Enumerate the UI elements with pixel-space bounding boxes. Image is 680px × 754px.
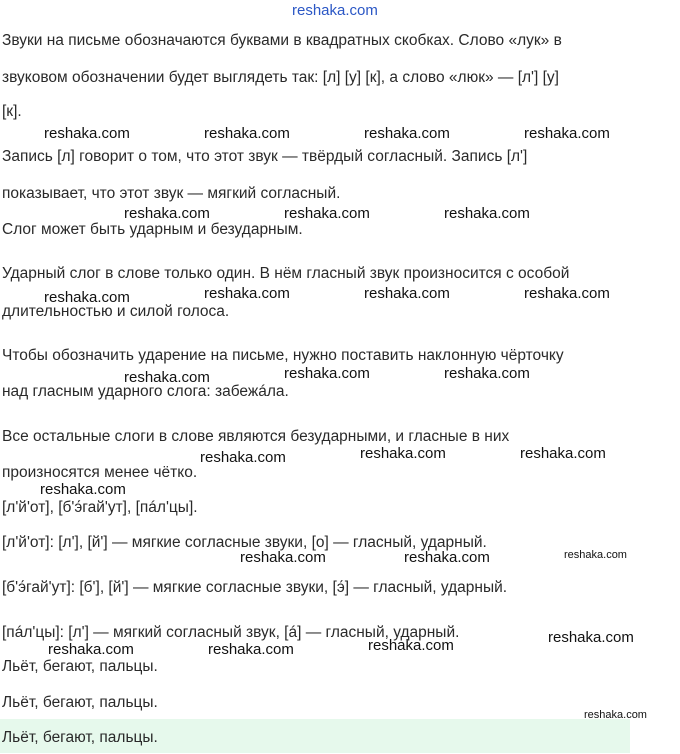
text-line: Ударный слог в слове только один. В нём гласный звук произносится с особой	[2, 265, 570, 282]
watermark: reshaka.com	[48, 641, 134, 658]
text-line: [к].	[2, 103, 22, 120]
watermark: reshaka.com	[40, 481, 126, 498]
watermark: reshaka.com	[284, 365, 370, 382]
watermark: reshaka.com	[368, 637, 454, 654]
watermark: reshaka.com	[240, 549, 326, 566]
watermark: reshaka.com	[364, 125, 450, 142]
text-line: длительностью и силой голоса.	[2, 303, 230, 320]
text-line: звуковом обозначении будет выглядеть так: [л] [у] [к], а слово «люк» — [л'] [у]	[2, 69, 559, 86]
text-line: над гласным ударного слога: забежáла.	[2, 383, 289, 400]
watermark: reshaka.com	[404, 549, 490, 566]
watermark: reshaka.com	[520, 445, 606, 462]
watermark: reshaka.com	[548, 629, 634, 646]
text-line: Чтобы обозначить ударение на письме, нужно поставить наклонную чёрточку	[2, 347, 564, 364]
watermark: reshaka.com	[524, 125, 610, 142]
text-line: показывает, что этот звук — мягкий согласный.	[2, 185, 341, 202]
text-line: Льёт, бегают, пальцы.	[2, 658, 158, 675]
watermark: reshaka.com	[444, 205, 530, 222]
watermark: reshaka.com	[292, 2, 378, 19]
text-line: [пáл'цы]: [л'] — мягкий согласный звук, [á] — гласный, ударный.	[2, 624, 460, 641]
text-line: Звуки на письме обозначаются буквами в квадратных скобках. Слово «лук» в	[2, 32, 562, 49]
watermark: reshaka.com	[124, 205, 210, 222]
text-line: Слог может быть ударным и безударным.	[2, 221, 303, 238]
text-line: Все остальные слоги в слове являются безударными, и гласные в них	[2, 428, 510, 445]
watermark: reshaka.com	[360, 445, 446, 462]
watermark: reshaka.com	[44, 289, 130, 306]
watermark: reshaka.com	[204, 125, 290, 142]
watermark: reshaka.com	[564, 549, 627, 561]
watermark: reshaka.com	[208, 641, 294, 658]
text-line: Льёт, бегают, пальцы.	[2, 694, 158, 711]
text-line: произносятся менее чётко.	[2, 464, 198, 481]
watermark: reshaka.com	[204, 285, 290, 302]
text-line: [б'э́гай'ут]: [б'], [й'] — мягкие согласные звуки, [э́] — гласный, ударный.	[2, 579, 508, 596]
watermark: reshaka.com	[124, 369, 210, 386]
watermark: reshaka.com	[444, 365, 530, 382]
text-line: Льёт, бегают, пальцы.	[2, 729, 158, 746]
watermark: reshaka.com	[44, 125, 130, 142]
watermark: reshaka.com	[364, 285, 450, 302]
watermark: reshaka.com	[524, 285, 610, 302]
watermark: reshaka.com	[584, 709, 647, 721]
text-line: Запись [л] говорит о том, что этот звук — твёрдый согласный. Запись [л']	[2, 148, 528, 165]
text-line: [л'й'от]: [л'], [й'] — мягкие согласные звуки, [о] — гласный, ударный.	[2, 534, 487, 551]
watermark: reshaka.com	[200, 449, 286, 466]
watermark: reshaka.com	[284, 205, 370, 222]
text-line: [л'й'от], [б'э́гай'ут], [пáл'цы].	[2, 499, 198, 516]
